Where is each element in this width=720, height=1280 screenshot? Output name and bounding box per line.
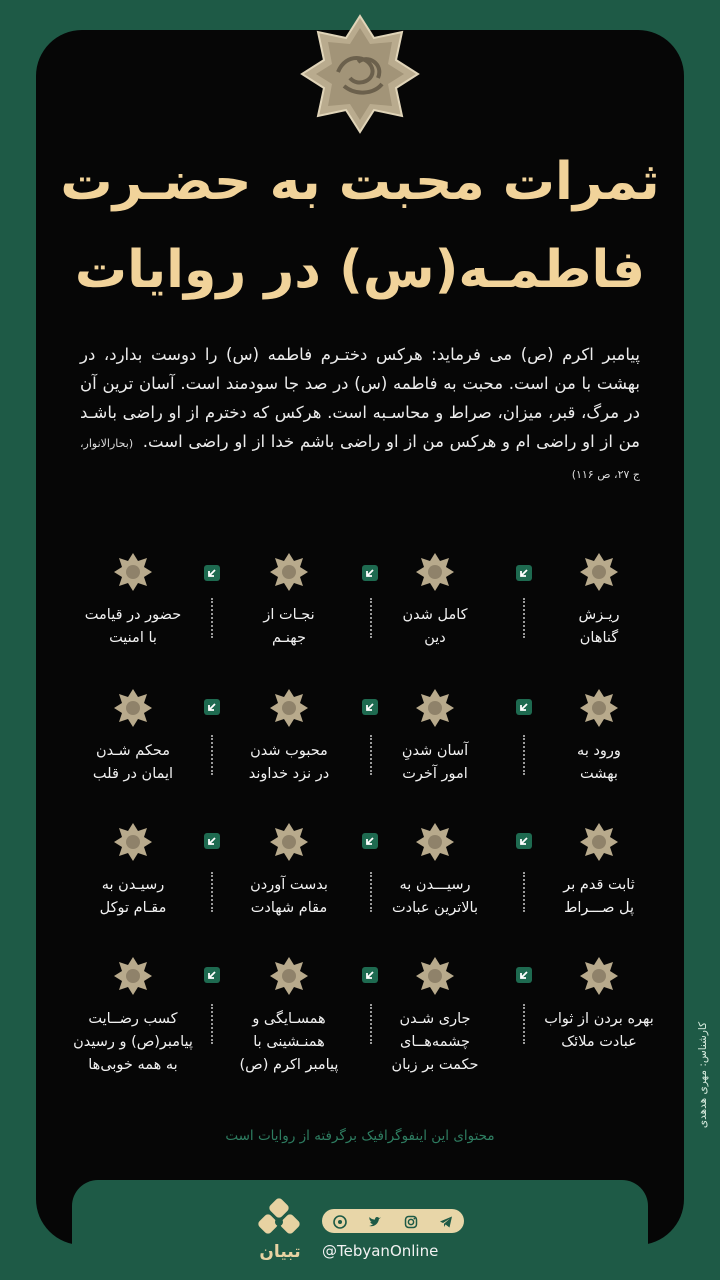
page-title-line1: ثمرات محبت به حضـرت (60, 152, 660, 212)
brand-logo[interactable] (250, 1198, 310, 1268)
star-ornament-icon (113, 688, 153, 728)
social-links (322, 1209, 464, 1233)
benefit-label: بدست آوردن مقام شهادت (250, 877, 328, 916)
benefit-item (58, 552, 208, 650)
arrow-icon (362, 699, 378, 715)
dotted-divider (523, 1004, 527, 1044)
benefit-label: رسیـدن به مقـام توکل (99, 877, 167, 916)
dotted-divider (370, 1004, 374, 1044)
twitter-icon[interactable] (368, 1214, 382, 1228)
benefit-label: جاری شـدن چشمه‌هــای حکمت بر زبان (391, 1011, 479, 1073)
benefit-label: کسب رضــایت پیامبر(ص) و رسیدن به همه خوبی‌ها (73, 1011, 193, 1073)
hadith-text (80, 340, 640, 489)
brand-name: تبیان (259, 1242, 301, 1262)
expert-credit: کارشناس: مهری هدهدی (697, 1021, 709, 1129)
benefit-label: نجـات از جهنـم (263, 607, 315, 646)
ornamental-tile-icon (298, 12, 422, 136)
benefit-item (58, 688, 208, 786)
benefit-label: ریـزش گناهان (578, 607, 620, 646)
benefit-label: ثابت قدم بر پل صـــراط (563, 877, 635, 916)
star-ornament-icon (579, 688, 619, 728)
credit-strip (692, 1000, 714, 1150)
star-ornament-icon (113, 956, 153, 996)
star-ornament-icon (113, 822, 153, 862)
dotted-divider (523, 735, 527, 775)
benefit-item (214, 822, 364, 920)
dotted-divider (211, 1004, 215, 1044)
benefit-item (58, 822, 208, 920)
star-ornament-icon (269, 552, 309, 592)
benefit-item (360, 956, 510, 1077)
dotted-divider (211, 872, 215, 912)
benefit-item (360, 822, 510, 920)
source-note: محتوای این اینفوگرافیک برگرفته از روایات است (225, 1128, 495, 1144)
arrow-icon (516, 565, 532, 581)
arrow-icon (204, 833, 220, 849)
telegram-icon[interactable] (439, 1214, 453, 1228)
dotted-divider (211, 598, 215, 638)
star-ornament-icon (579, 956, 619, 996)
benefit-item (214, 956, 364, 1077)
benefit-label: رسیـــدن به بالاترین عبادت (392, 877, 478, 916)
arrow-icon (362, 565, 378, 581)
star-ornament-icon (415, 956, 455, 996)
arrow-icon (516, 967, 532, 983)
star-ornament-icon (113, 552, 153, 592)
star-ornament-icon (269, 956, 309, 996)
star-ornament-icon (269, 688, 309, 728)
dotted-divider (523, 598, 527, 638)
benefit-label: محبوب شدن در نزد خداوند (248, 743, 330, 782)
dotted-divider (370, 598, 374, 638)
benefit-item (524, 552, 674, 650)
star-ornament-icon (269, 822, 309, 862)
social-handle[interactable]: @TebyanOnline (322, 1242, 439, 1260)
star-ornament-icon (579, 552, 619, 592)
arrow-icon (362, 967, 378, 983)
benefit-item (360, 688, 510, 786)
benefit-item (524, 956, 674, 1054)
star-ornament-icon (415, 552, 455, 592)
dotted-divider (370, 735, 374, 775)
benefit-item (214, 688, 364, 786)
page-title-line2: فاطمـه(س) در روایات (74, 240, 646, 300)
arrow-icon (204, 565, 220, 581)
arrow-icon (516, 699, 532, 715)
benefit-item (360, 552, 510, 650)
benefit-label: کامل شدن دین (402, 607, 468, 646)
aparat-icon[interactable] (333, 1214, 347, 1228)
tebyan-logo-icon (257, 1198, 303, 1240)
benefit-item (524, 688, 674, 786)
arrow-icon (204, 967, 220, 983)
instagram-icon[interactable] (404, 1214, 418, 1228)
star-ornament-icon (579, 822, 619, 862)
dotted-divider (211, 735, 215, 775)
dotted-divider (523, 872, 527, 912)
benefit-label: حضور در قیامت با امنیت (84, 607, 182, 646)
benefit-label: ورود به بهشت (577, 743, 621, 782)
benefit-label: همسـایگی و همنـشینی با پیامبر اکرم (ص) (239, 1011, 339, 1073)
benefit-label: بهره بردن از ثواب عبادت ملائک (544, 1011, 654, 1050)
star-ornament-icon (415, 822, 455, 862)
arrow-icon (516, 833, 532, 849)
arrow-icon (362, 833, 378, 849)
hadith-body: پیامبر اکرم (ص) می فرماید: هرکس دختـرم فاطمه (س) را دوست بدارد، در بهشت با من است. محبت به فاطمه (س) در صد جا سودمند است. آسان ترین آن در مرگ، قبر، میزان، صراط و محاسـبه است. هرکس که دخترم از او راضی باشـد من از او راضی ام و هرکس من از او راضی باشم خدا از او راضی است. (80, 345, 640, 451)
arrow-icon (204, 699, 220, 715)
benefit-item (58, 956, 208, 1077)
dotted-divider (370, 872, 374, 912)
benefit-label: محکم شـدن ایمان در قلب (92, 743, 174, 782)
star-ornament-icon (415, 688, 455, 728)
benefit-item (524, 822, 674, 920)
hadith-source: (بحارالانوار، ج ۲۷، ص ۱۱۶) (80, 437, 640, 481)
benefit-item (214, 552, 364, 650)
benefit-label: آسان شدنِ امور آخرت (401, 743, 469, 782)
